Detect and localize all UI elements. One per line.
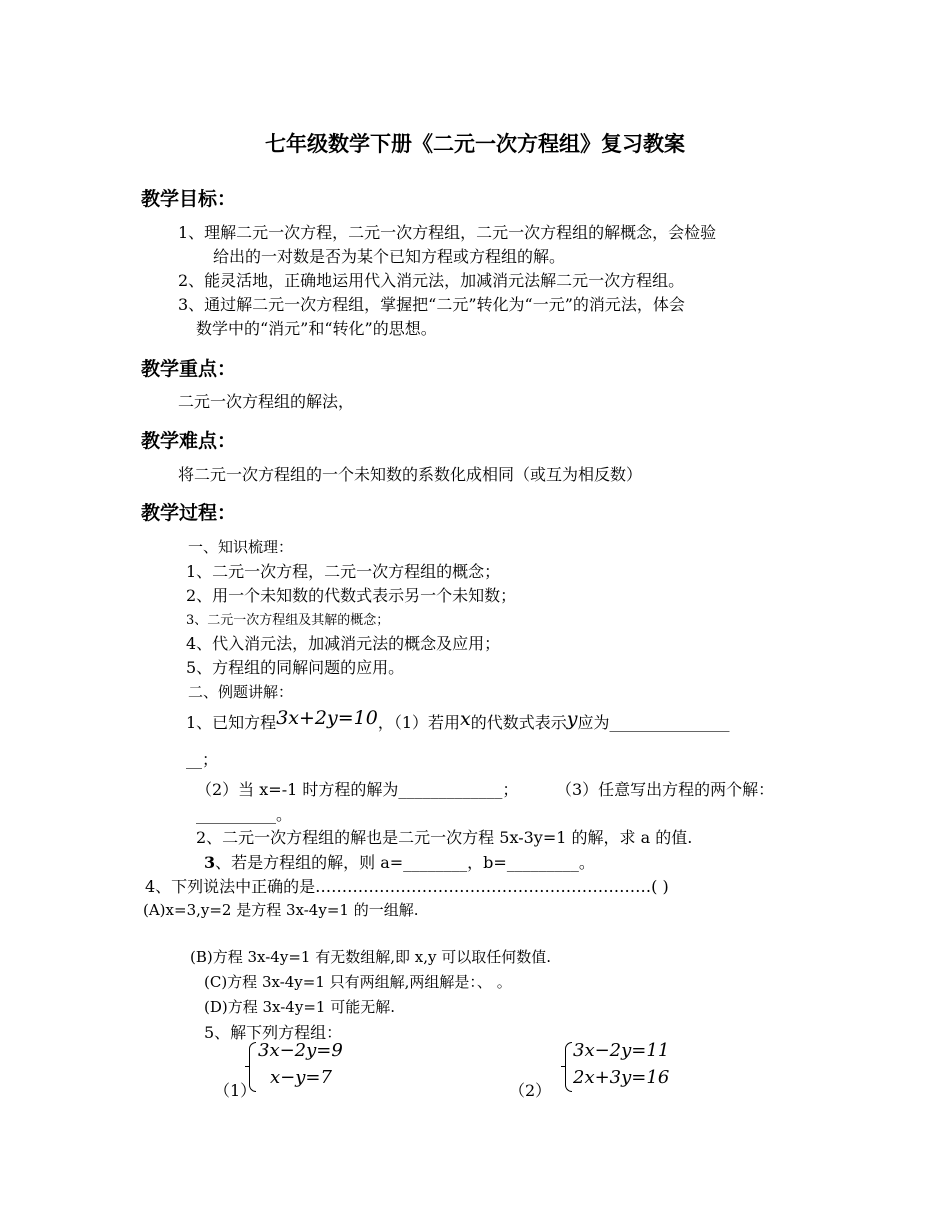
variable-x: x <box>460 708 471 730</box>
question-1-prefix: 1、已知方程 <box>186 713 277 732</box>
system-1-eq2: x−y=7 <box>270 1067 332 1088</box>
goal-item-3: 3、通过解二元一次方程组，掌握把“二元”转化为“一元”的消元法，体会 <box>178 295 685 314</box>
system-2-brace <box>565 1042 572 1092</box>
question-1-sub1-mid: 的代数式表示 <box>470 713 567 732</box>
part1-title: 一、知识梳理： <box>188 538 294 556</box>
key-points-text: 二元一次方程组的解法， <box>178 392 355 411</box>
question-1-cont: __； <box>186 750 219 769</box>
option-d: (D)方程 3x-4y=1 可能无解. <box>204 998 395 1016</box>
question-5: 5、解下列方程组： <box>204 1023 343 1042</box>
goal-item-2: 2、能灵活地，正确地运用代入消元法，加减消元法解二元一次方程组。 <box>178 271 685 290</box>
option-c: (C)方程 3x-4y=1 只有两组解,两组解是：、 。 <box>204 973 512 991</box>
part1-item-3: 3、二元一次方程组及其解的概念； <box>186 613 390 628</box>
process-heading: 教学过程： <box>141 502 237 524</box>
system-2-label: （2） <box>509 1081 552 1100</box>
part1-item-1: 1、二元一次方程，二元一次方程组的概念； <box>186 562 501 581</box>
question-4: 4、下列说法中正确的是………………………………………………………( ) <box>145 877 669 896</box>
question-2: 2、二元一次方程组的解也是二元一次方程 5x-3y=1 的解，求 a 的值. <box>196 828 693 847</box>
system-1-eq1: 3x−2y=9 <box>258 1040 343 1061</box>
question-3-number: 3 <box>204 853 216 872</box>
difficulties-text: 将二元一次方程组的一个未知数的系数化成相同（或互为相反数） <box>178 465 643 484</box>
variable-y: y <box>566 708 578 730</box>
part1-item-2: 2、用一个未知数的代数式表示另一个未知数； <box>186 586 517 605</box>
question-3-text: 、若是方程组的解，则 a=________，b=_________。 <box>215 853 595 872</box>
question-1-equation: 3x+2y=10 <box>276 707 378 729</box>
question-1-sub1: （1）若用 <box>393 713 461 732</box>
option-b: (B)方程 3x-4y=1 有无数组解,即 x,y 可以取任何数值. <box>190 948 551 966</box>
question-1-sub3-blank: __________。 <box>196 805 293 824</box>
system-2-brace-tip <box>561 1066 566 1067</box>
question-1 <box>186 707 730 733</box>
goal-item-1-cont: 给出的一对数是否为某个已知方程或方程组的解。 <box>213 247 566 266</box>
system-2-eq2: 2x+3y=16 <box>573 1067 670 1088</box>
question-1-comma: ， <box>377 713 394 732</box>
part1-item-4: 4、代入消元法，加减消元法的概念及应用； <box>186 634 501 653</box>
system-2-eq1: 3x−2y=11 <box>573 1040 670 1061</box>
goals-heading: 教学目标： <box>141 188 237 210</box>
part1-item-5: 5、方程组的同解问题的应用。 <box>186 658 405 677</box>
question-3 <box>204 850 595 873</box>
question-1-sub3: （3）任意写出方程的两个解： <box>556 780 775 799</box>
system-1-brace-tip <box>245 1066 250 1067</box>
goal-item-1: 1、理解二元一次方程，二元一次方程组，二元一次方程组的解概念，会检验 <box>178 223 717 242</box>
question-1-sub1-blank: 应为_______________ <box>577 713 730 732</box>
page-title: 七年级数学下册《二元一次方程组》复习教案 <box>265 132 685 156</box>
question-1-sub2: （2）当 x=-1 时方程的解为_____________； <box>196 780 519 799</box>
part2-title: 二、例题讲解： <box>188 683 294 701</box>
system-1-brace <box>249 1042 256 1092</box>
difficulties-heading: 教学难点： <box>141 430 237 452</box>
system-1-label: （1） <box>214 1081 257 1100</box>
option-a: (A)x=3,y=2 是方程 3x-4y=1 的一组解. <box>143 901 419 919</box>
goal-item-3-cont: 数学中的“消元”和“转化”的思想。 <box>196 319 437 338</box>
key-points-heading: 教学重点： <box>141 358 237 380</box>
